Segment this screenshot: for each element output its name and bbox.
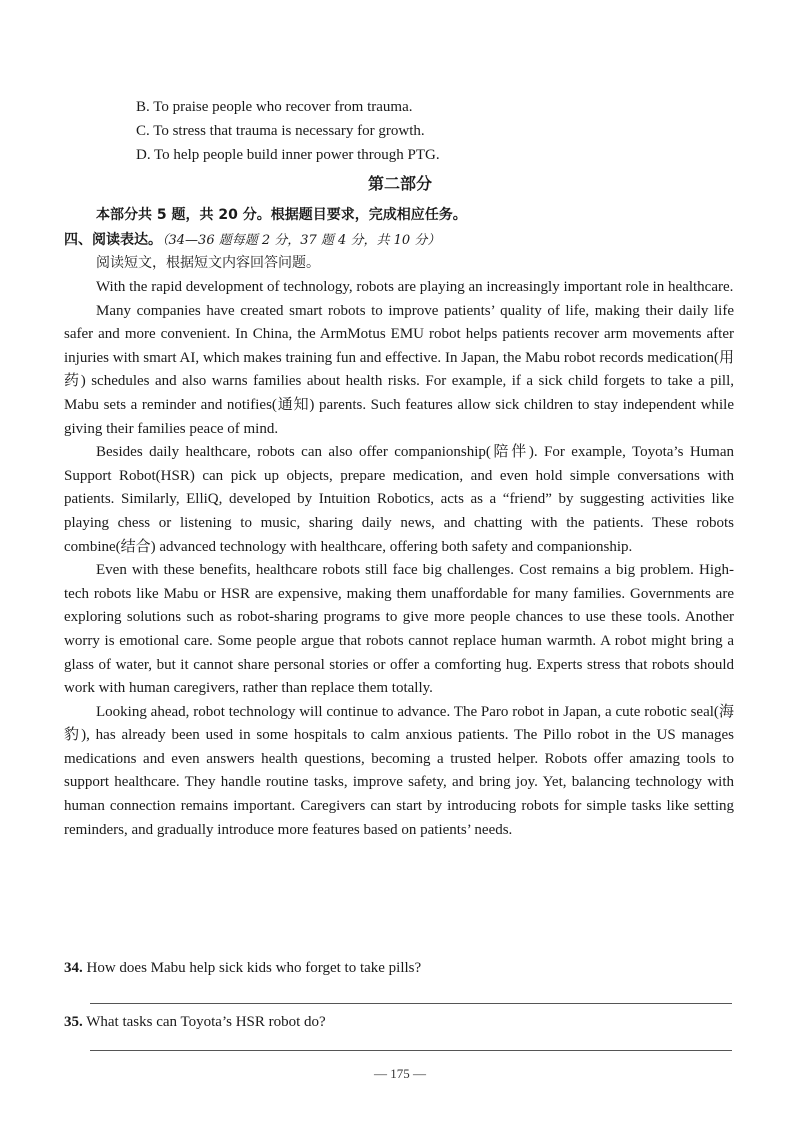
- page-number: — 175 —: [374, 1066, 426, 1081]
- passage-paragraph: Many companies have created smart robots to improve patients’ quality of life, making their daily life safer and more convenient. In China, the ArmMotus EMU robot helps patients recover arm movements after injuries with smart AI, which makes training fun and effective. In Japan, the Mabu robot records medication(用药) schedules and also warns families about health risks. For example, if a sick child forgets to take a pill, Mabu sets a reminder and notifies(通知) parents. Such features allow sick children to stay independent while giving their families peace of mind.: [64, 302, 734, 437]
- section-instructions: 本部分共 5 题，共 20 分。根据题目要求，完成相应任务。: [96, 207, 467, 223]
- option-d: D. To help people build inner power through PTG.: [136, 147, 440, 163]
- passage-paragraph: Besides daily healthcare, robots can also offer companionship(陪伴). For example, Toyota’s Human Support Robot(HSR) can pick up objects, prepare medication, and even hold simple conversations with patients. Similarly, ElliQ, developed by Intuition Robotics, acts as a “friend” by suggesting activities like playing chess or listening to music, sharing daily news, and chatting with the patients. These robots combine(结合) advanced technology with healthcare, offering both safety and companionship.: [64, 444, 734, 555]
- question-35: [64, 1014, 326, 1031]
- answer-line-35[interactable]: [90, 1050, 732, 1051]
- question-number: 35.: [64, 1014, 83, 1030]
- section-title: 第二部分: [367, 174, 432, 193]
- passage-paragraph: With the rapid development of technology, robots are playing an increasingly important role in healthcare.: [96, 279, 734, 295]
- question-34: [64, 960, 421, 977]
- part-heading-detail: （34—36 题每题 2 分，37 题 4 分，共 10 分）: [162, 233, 441, 248]
- option-b: B. To praise people who recover from trauma.: [136, 99, 413, 115]
- part-heading-label: 四、阅读表达。: [64, 232, 162, 248]
- reading-passage: [64, 276, 734, 842]
- passage-paragraph: Even with these benefits, healthcare robots still face big challenges. Cost remains a big problem. High-tech robots like Mabu or HSR are expensive, making them unaffordable for many families. Governments are exploring solutions such as robot-sharing programs to give more people chances to use these tools. Another worry is emotional care. Some people argue that robots cannot replace human warmth. A robot might bring a glass of water, but it cannot share personal stories or offer a comforting hug. Experts stress that robots should work with human caregivers, rather than replace them totally.: [64, 562, 734, 697]
- answer-line-34[interactable]: [90, 1003, 732, 1004]
- reading-intro: 阅读短文，根据短文内容回答问题。: [96, 255, 320, 271]
- option-c: C. To stress that trauma is necessary for growth.: [136, 123, 425, 139]
- question-number: 34.: [64, 960, 83, 976]
- part-heading: [64, 229, 440, 249]
- question-text: What tasks can Toyota’s HSR robot do?: [86, 1014, 326, 1030]
- question-text: How does Mabu help sick kids who forget to take pills?: [86, 960, 422, 976]
- passage-paragraph: Looking ahead, robot technology will continue to advance. The Paro robot in Japan, a cute robotic seal(海豹), has already been used in some hospitals to calm anxious patients. The Pillo robot in the US manages medications and even answers health questions, becoming a trusted helper. Robots offer amazing tools to support healthcare. They handle routine tasks, improve safety, and bring joy. Yet, balancing technology with human connection remains important. Caregivers can start by introducing robots for simple tasks like setting reminders, and gradually introduce more features based on patients’ needs.: [64, 703, 734, 838]
